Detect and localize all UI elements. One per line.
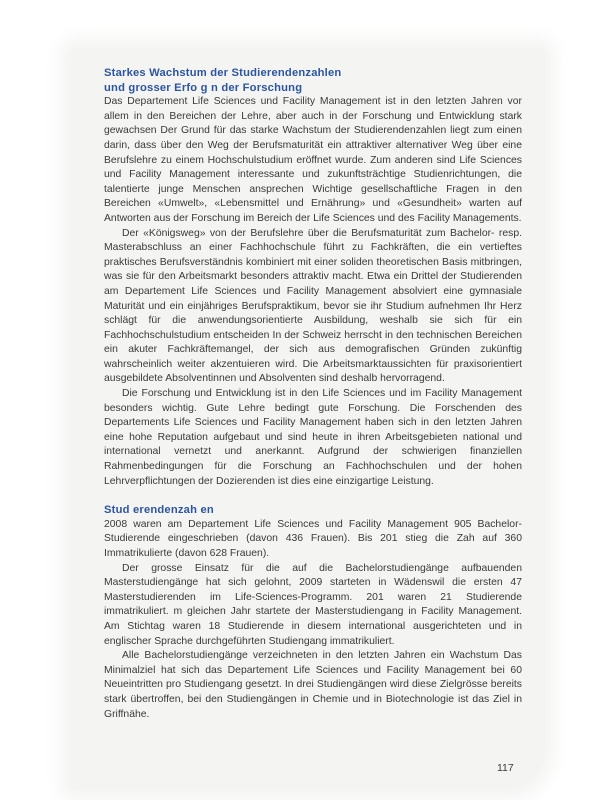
paragraph: Der «Königsweg» von der Berufslehre über die Berufsmaturität zum Bachelor- resp. Masterabschluss an einer Fachhochschule führt zu Fachkräften, die ein vertieftes praktisches Berufsverständnis kombiniert mit einer soliden theoretischen Basis mitbringen, was sie für den Arbeitsmarkt besonders attraktiv macht. Etwa ein Drittel der Studierenden am Departement Life Sciences und Facility Management absolviert eine gymnasiale Maturität und ein einjähriges Berufspraktikum, bevor sie ihr Studium aufnehmen Ihr Herz schlägt für die anwendungsorientierte Ausbildung, weshalb sie sich für ein Fachhochschulstudium entscheiden In der Schweiz herrscht in den technischen Bereichen ein akuter Fachkräftemangel, der sich aus demografischen Gründen zukünftig wahrscheinlich weiter akzentuieren wird. Die Arbeitsmarktaussichten für praxisorientiert ausgebildete Absolventinnen und Absolventen sind deshalb hervorragend. [104, 227, 522, 385]
page-number: 117 [497, 762, 514, 774]
paragraph: 2008 waren am Departement Life Sciences und Facility Management 905 Bachelor-Studierende eingeschrieben (davon 436 Frauen). Bis 201 stieg die Zah auf 360 Immatrikulierte (davon 628 Frauen). [104, 518, 522, 559]
heading-line-1: Starkes Wachstum der Studierendenzahlen [104, 67, 342, 79]
page-content [104, 66, 522, 722]
paragraph: Das Departement Life Sciences und Facility Management ist in den letzten Jahren vor allem in den Bereichen der Lehre, aber auch in der Forschung und Entwicklung stark gewachsen Der Grund für das starke Wachstum der Studierendenzahlen liegt zum einen darin, dass über den Weg der Berufsmaturität ein attraktiver alternativer Weg über eine Berufslehre zu einem Hochschulstudium eröffnet wurde. Zum anderen sind Life Sciences und Facility Management interessante und zukunftsträchtige Studienrichtungen, die talentierte junge Menschen ansprechen Wichtige gesellschaftliche Fragen in den Bereichen «Umwelt», «Lebensmittel und Ernährung» und «Gesundheit» warten auf Antworten aus der Forschung im Bereich der Life Sciences und des Facility Managements. [104, 96, 522, 224]
heading-line-2: und grosser Erfo g n der Forschung [104, 81, 303, 94]
paragraph: Die Forschung und Entwicklung ist in den Life Sciences und im Facility Management besonders wichtig. Gute Lehre bedingt gute Forschung. Die Forschenden des Departements Life Sciences und Facility Management haben sich in den letzten Jahren eine hohe Reputation aufgebaut und sind heute in ihren Arbeitsgebieten national und international vernetzt und anerkannt. Aufgrund der schwierigen finanziellen Rahmenbedingungen für die Forschung an Fachhochschulen und der hohen Lehrverpflichtungen der Dozierenden ist dies eine einzigartige Leistung. [104, 388, 522, 487]
section-heading [104, 66, 522, 95]
paragraph: Der grosse Einsatz für die auf die Bachelorstudiengänge aufbauenden Masterstudiengänge hat sich gelohnt, 2009 starteten in Wädenswil die ersten 47 Masterstudierenden im Life-Sciences-Programm. 201 waren 21 Studierende immatrikuliert. m gleichen Jahr startete der Masterstudiengang in Facility Management. Am Stichtag waren 18 Studierende in diesem international ausgerichteten und in englischer Sprache durchgeführten Studiengang immatrikuliert. [104, 562, 522, 647]
paragraph: Alle Bachelorstudiengänge verzeichneten in den letzten Jahren ein Wachstum Das Minimalziel hat sich das Departement Life Sciences und Facility Management bei 60 Neueintritten pro Studiengang gesetzt. In drei Studiengängen wird diese Zielgrösse bereits stark übertroffen, bei den Studiengängen in Chemie und in Biotechnologie ist das Ziel in Griffnähe. [104, 650, 522, 720]
section-heading: Stud erendenzah en [104, 504, 214, 517]
section-growth [104, 66, 522, 489]
section-student-numbers [104, 503, 522, 722]
